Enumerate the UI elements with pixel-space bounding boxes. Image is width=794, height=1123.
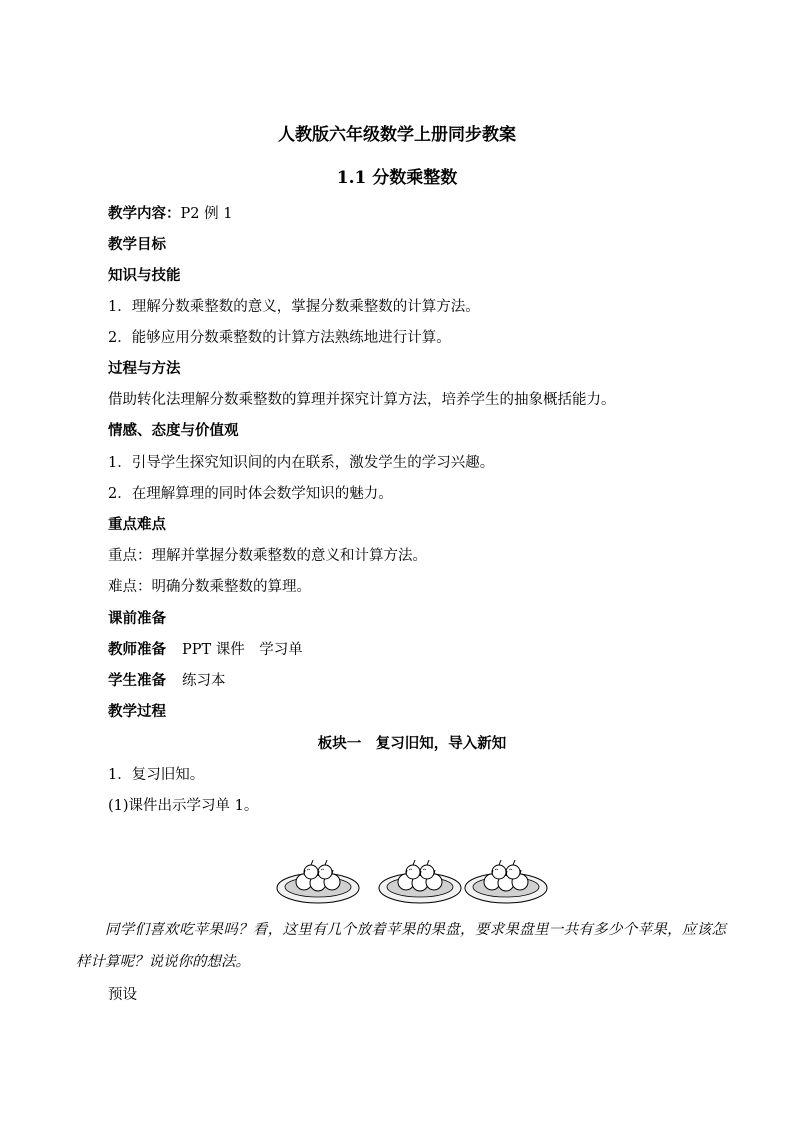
knowledge-item-1: 1．理解分数乘整数的意义，掌握分数乘整数的计算方法。 [108, 299, 480, 315]
key-point: 重点：理解并掌握分数乘整数的意义和计算方法。 [108, 548, 427, 564]
knowledge-item-2: 2．能够应用分数乘整数的计算方法熟练地进行计算。 [108, 330, 451, 346]
question-paragraph: 同学们喜欢吃苹果吗？看，这里有几个放着苹果的果盘，要求果盘里一共有多少个苹果，应该怎样计算呢？说说你的想法。 [76, 922, 726, 970]
document-subtitle: 1.1 分数乘整数 [336, 168, 458, 188]
goals-heading: 教学目标 [108, 236, 166, 253]
difficult-point: 难点：明确分数乘整数的算理。 [108, 579, 311, 595]
review-item: 1．复习旧知。 [108, 767, 205, 783]
student-prep [108, 671, 226, 691]
key-heading: 重点难点 [108, 516, 166, 533]
teacher-prep-items: PPT 课件 学习单 [182, 642, 303, 658]
prep-heading: 课前准备 [108, 610, 166, 627]
teacher-prep-label: 教师准备 [108, 641, 166, 658]
student-prep-label: 学生准备 [108, 672, 166, 689]
process-main-heading: 教学过程 [108, 703, 166, 720]
teaching-content [108, 204, 232, 224]
block-heading: 板块一 复习旧知，导入新知 [317, 735, 507, 752]
emotion-heading: 情感、态度与价值观 [108, 422, 239, 439]
knowledge-heading: 知识与技能 [108, 267, 181, 284]
teacher-prep [108, 640, 303, 660]
plate-2 [379, 860, 461, 903]
plate-1 [277, 860, 359, 903]
teaching-content-label: 教学内容： [108, 205, 181, 222]
teaching-content-value: P2 例 1 [180, 206, 233, 222]
apple-plates-figure [276, 858, 552, 906]
student-prep-items: 练习本 [182, 673, 226, 689]
emotion-item-1: 1．引导学生探究知识间的内在联系，激发学生的学习兴趣。 [108, 455, 495, 471]
review-subitem: (1)课件出示学习单 1。 [108, 798, 259, 814]
process-text: 借助转化法理解分数乘整数的算理并探究计算方法，培养学生的抽象概括能力。 [108, 392, 616, 408]
process-heading: 过程与方法 [108, 360, 181, 377]
plate-3 [465, 860, 547, 903]
emotion-item-2: 2．在理解算理的同时体会数学知识的魅力。 [108, 486, 393, 502]
document-title: 人教版六年级数学上册同步教案 [278, 125, 516, 145]
preset-label: 预设 [108, 987, 137, 1003]
